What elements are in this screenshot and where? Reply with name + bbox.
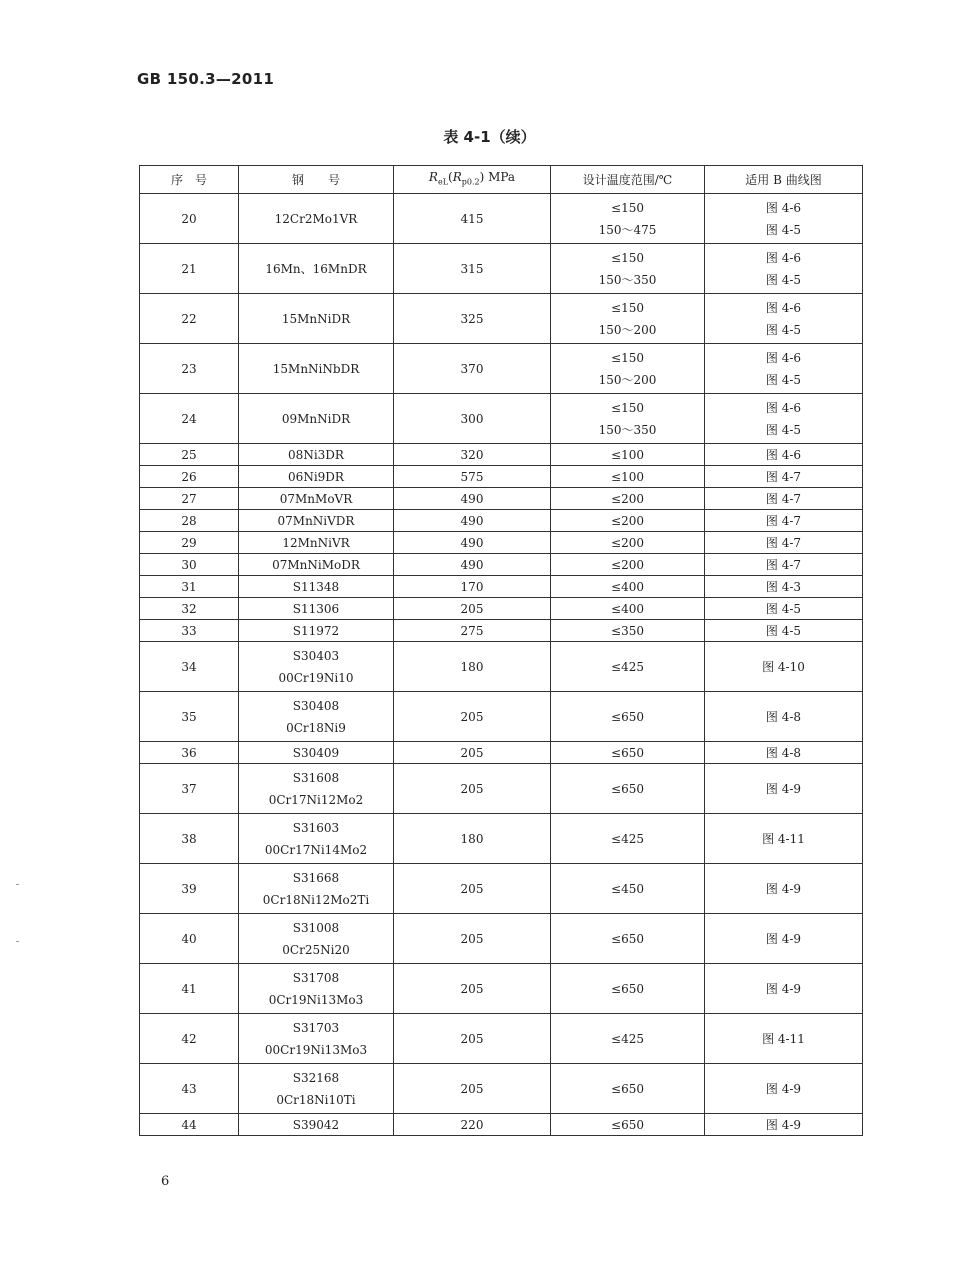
cell-strength: 205 [394,692,551,742]
cell-curve-line: 图 4-5 [765,601,802,616]
cell-curve-line: 图 4-5 [765,222,802,237]
cell-curve [705,764,863,814]
cell-curve-line: 图 4-11 [762,1031,805,1046]
cell-steel-line: S30403 [292,648,340,663]
cell-number: 41 [140,964,239,1014]
table-body [140,194,863,1136]
cell-number: 42 [140,1014,239,1064]
cell-temperature-line: ≤425 [611,1031,644,1046]
cell-temperature-line: ≤650 [611,1081,644,1096]
cell-temperature [551,814,705,864]
cell-curve-line: 图 4-6 [765,350,802,365]
cell-temperature [551,1014,705,1064]
cell-steel [239,692,394,742]
cell-steel [239,814,394,864]
cell-temperature [551,576,705,598]
cell-temperature [551,194,705,244]
cell-temperature [551,598,705,620]
cell-temperature-line: ≤650 [611,931,644,946]
cell-curve [705,194,863,244]
rp-symbol: R [452,170,462,184]
cell-strength: 325 [394,294,551,344]
cell-number: 38 [140,814,239,864]
cell-curve [705,914,863,964]
rel-symbol: R [428,170,438,184]
table-row [140,1114,863,1136]
cell-temperature-line: ≤425 [611,659,644,674]
cell-curve-line: 图 4-7 [765,491,802,506]
cell-curve [705,598,863,620]
cell-number: 31 [140,576,239,598]
cell-temperature [551,1114,705,1136]
table-row [140,1014,863,1064]
rel-unit: MPa [488,170,516,184]
table-row [140,444,863,466]
cell-steel-line: S31008 [292,920,340,935]
cell-curve-line: 图 4-7 [765,513,802,528]
cell-number: 33 [140,620,239,642]
cell-number: 43 [140,1064,239,1114]
cell-steel-line: 15MnNiDR [281,311,351,326]
cell-steel-line: 09MnNiDR [281,411,351,426]
cell-temperature [551,620,705,642]
cell-temperature-line: ≤200 [611,535,644,550]
cell-temperature-line: ≤200 [611,491,644,506]
cell-temperature-line: ≤650 [611,781,644,796]
cell-temperature-line: ≤400 [611,579,644,594]
cell-temperature [551,294,705,344]
cell-curve [705,1014,863,1064]
cell-steel [239,1014,394,1064]
cell-temperature-line: ≤450 [611,881,644,896]
cell-steel [239,444,394,466]
cell-curve [705,1064,863,1114]
cell-temperature [551,510,705,532]
table-title: 表 4-1（续） [443,128,536,146]
cell-curve [705,294,863,344]
cell-strength: 205 [394,914,551,964]
table-row [140,294,863,344]
cell-temperature-line: ≤200 [611,513,644,528]
cell-strength: 575 [394,466,551,488]
cell-temperature [551,344,705,394]
cell-curve-line: 图 4-9 [765,881,802,896]
cell-curve [705,244,863,294]
scan-mark [16,884,19,885]
cell-strength: 490 [394,488,551,510]
cell-steel-line: S32168 [292,1070,340,1085]
cell-number: 36 [140,742,239,764]
cell-temperature-line: ≤150 [611,300,644,315]
cell-number: 21 [140,244,239,294]
scan-mark [16,941,19,942]
cell-curve-line: 图 4-9 [765,781,802,796]
cell-steel [239,554,394,576]
cell-steel-line: S39042 [292,1117,340,1132]
cell-steel [239,914,394,964]
cell-temperature-line: 150～200 [598,322,657,337]
cell-steel [239,394,394,444]
table-row [140,864,863,914]
cell-number: 24 [140,394,239,444]
col-header-curve: 适用 B 曲线图 [705,166,863,194]
col-header-number: 序 号 [140,166,239,194]
cell-steel-line: 00Cr17Ni14Mo2 [264,842,368,857]
cell-steel [239,864,394,914]
cell-curve-line: 图 4-8 [765,709,802,724]
cell-temperature-line: ≤100 [611,447,644,462]
cell-number: 22 [140,294,239,344]
cell-strength: 205 [394,964,551,1014]
cell-steel-line: 06Ni9DR [288,469,344,484]
cell-curve-line: 图 4-5 [765,623,802,638]
cell-temperature [551,914,705,964]
rp-sub: p0.2 [461,177,480,187]
cell-temperature-line: ≤100 [611,469,644,484]
col-header-strength: $R_{eL}(R_{p0.2})$ MPa [394,166,551,194]
cell-steel [239,642,394,692]
cell-steel-line: 0Cr18Ni12Mo2Ti [262,892,370,907]
cell-steel-line: S31703 [292,1020,340,1035]
cell-strength: 205 [394,864,551,914]
cell-number: 30 [140,554,239,576]
cell-steel-line: S31603 [292,820,340,835]
cell-curve [705,964,863,1014]
table-row [140,394,863,444]
cell-curve-line: 图 4-5 [765,322,802,337]
cell-strength: 300 [394,394,551,444]
cell-steel-line: 0Cr25Ni20 [282,942,350,957]
cell-number: 34 [140,642,239,692]
cell-curve-line: 图 4-5 [765,422,802,437]
table-row [140,742,863,764]
table-row [140,576,863,598]
cell-curve-line: 图 4-9 [765,1117,802,1132]
cell-curve-line: 图 4-11 [762,831,805,846]
cell-steel-line: 0Cr18Ni10Ti [276,1092,356,1107]
cell-strength: 490 [394,554,551,576]
cell-curve-line: 图 4-6 [765,300,802,315]
cell-steel [239,1064,394,1114]
cell-temperature-line: ≤150 [611,200,644,215]
cell-strength: 275 [394,620,551,642]
cell-steel-line: 0Cr17Ni12Mo2 [268,792,364,807]
cell-strength: 370 [394,344,551,394]
cell-number: 20 [140,194,239,244]
cell-strength: 315 [394,244,551,294]
table-row [140,598,863,620]
standard-code: GB 150.3—2011 [137,70,275,88]
cell-temperature-line: ≤650 [611,745,644,760]
cell-temperature [551,864,705,914]
cell-steel [239,532,394,554]
col-header-steel: 钢 号 [239,166,394,194]
cell-curve-line: 图 4-5 [765,372,802,387]
cell-curve [705,692,863,742]
cell-curve [705,620,863,642]
cell-steel-line: S30409 [292,745,340,760]
cell-strength: 205 [394,1064,551,1114]
table-row [140,554,863,576]
cell-steel-line: S31668 [292,870,340,885]
cell-temperature [551,1064,705,1114]
cell-curve-line: 图 4-6 [765,200,802,215]
cell-steel-line: 07MnNiVDR [277,513,355,528]
cell-strength: 205 [394,1014,551,1064]
table-row [140,692,863,742]
cell-temperature [551,642,705,692]
cell-temperature-line: ≤200 [611,557,644,572]
cell-steel-line: S11306 [292,601,340,616]
cell-strength: 320 [394,444,551,466]
steel-properties-table [139,165,863,1136]
cell-steel [239,576,394,598]
cell-steel [239,764,394,814]
cell-number: 39 [140,864,239,914]
cell-strength: 180 [394,814,551,864]
cell-curve [705,466,863,488]
cell-strength: 180 [394,642,551,692]
table-row [140,194,863,244]
cell-temperature-line: ≤350 [611,623,644,638]
table-row [140,466,863,488]
cell-curve-line: 图 4-9 [765,981,802,996]
cell-curve [705,864,863,914]
table-row [140,964,863,1014]
cell-temperature-line: ≤150 [611,350,644,365]
cell-curve [705,576,863,598]
cell-steel-line: 12Cr2Mo1VR [274,211,358,226]
cell-steel [239,510,394,532]
cell-number: 32 [140,598,239,620]
table-row [140,532,863,554]
cell-steel [239,1114,394,1136]
cell-temperature-line: 150～350 [598,422,657,437]
cell-temperature-line: 150～350 [598,272,657,287]
cell-steel-line: S11972 [292,623,340,638]
cell-strength: 490 [394,532,551,554]
cell-temperature-line: ≤400 [611,601,644,616]
cell-strength: 170 [394,576,551,598]
cell-number: 23 [140,344,239,394]
cell-number: 27 [140,488,239,510]
cell-number: 26 [140,466,239,488]
cell-steel [239,344,394,394]
cell-steel [239,466,394,488]
table-row [140,244,863,294]
cell-curve [705,532,863,554]
cell-steel-line: S31608 [292,770,340,785]
cell-curve [705,394,863,444]
cell-strength: 205 [394,764,551,814]
cell-number: 44 [140,1114,239,1136]
cell-curve-line: 图 4-7 [765,469,802,484]
cell-temperature [551,444,705,466]
cell-steel [239,598,394,620]
cell-temperature [551,488,705,510]
cell-curve-line: 图 4-10 [762,659,805,674]
cell-temperature [551,244,705,294]
cell-temperature-line: 150～475 [598,222,657,237]
cell-steel [239,488,394,510]
cell-curve-line: 图 4-6 [765,250,802,265]
cell-strength: 220 [394,1114,551,1136]
cell-curve-line: 图 4-9 [765,1081,802,1096]
cell-steel-line: 07MnMoVR [279,491,353,506]
cell-temperature [551,764,705,814]
table-row [140,344,863,394]
cell-curve-line: 图 4-9 [765,931,802,946]
cell-curve [705,1114,863,1136]
cell-steel-line: 07MnNiMoDR [272,557,360,572]
cell-strength: 205 [394,742,551,764]
cell-strength: 205 [394,598,551,620]
page-number: 6 [161,1174,170,1189]
cell-curve-line: 图 4-6 [765,447,802,462]
cell-strength: 415 [394,194,551,244]
cell-steel-line: 00Cr19Ni13Mo3 [264,1042,368,1057]
cell-number: 28 [140,510,239,532]
cell-number: 40 [140,914,239,964]
cell-steel-line: 16Mn、16MnDR [265,261,367,276]
cell-steel-line: S11348 [292,579,340,594]
cell-steel [239,964,394,1014]
cell-steel [239,244,394,294]
cell-curve [705,444,863,466]
cell-strength: 490 [394,510,551,532]
cell-temperature [551,466,705,488]
cell-curve [705,488,863,510]
table-row [140,914,863,964]
cell-steel-line: 0Cr19Ni13Mo3 [268,992,364,1007]
cell-steel [239,294,394,344]
cell-curve-line: 图 4-7 [765,557,802,572]
table-header-row [140,166,863,194]
cell-temperature-line: ≤650 [611,1117,644,1132]
cell-number: 35 [140,692,239,742]
cell-curve-line: 图 4-3 [765,579,802,594]
cell-curve-line: 图 4-7 [765,535,802,550]
cell-steel-line: 15MnNiNbDR [272,361,360,376]
cell-temperature [551,554,705,576]
cell-curve-line: 图 4-6 [765,400,802,415]
table-row [140,620,863,642]
cell-steel-line: 00Cr19Ni10 [278,670,354,685]
cell-temperature [551,532,705,554]
cell-temperature-line: ≤650 [611,709,644,724]
cell-steel-line: 0Cr18Ni9 [286,720,346,735]
cell-curve [705,344,863,394]
cell-temperature-line: 150～200 [598,372,657,387]
cell-steel [239,620,394,642]
cell-number: 25 [140,444,239,466]
rel-sub: eL [437,177,449,187]
cell-curve-line: 图 4-8 [765,745,802,760]
cell-steel-line: S31708 [292,970,340,985]
cell-temperature-line: ≤150 [611,250,644,265]
cell-temperature [551,692,705,742]
cell-curve [705,742,863,764]
cell-curve-line: 图 4-5 [765,272,802,287]
table-row [140,642,863,692]
cell-number: 29 [140,532,239,554]
cell-temperature-line: ≤650 [611,981,644,996]
cell-curve [705,554,863,576]
cell-steel-line: S30408 [292,698,340,713]
cell-temperature-line: ≤425 [611,831,644,846]
cell-curve [705,642,863,692]
table-row [140,814,863,864]
col-header-temperature: 设计温度范围/℃ [551,166,705,194]
cell-steel-line: 08Ni3DR [288,447,344,462]
cell-curve [705,510,863,532]
table-row [140,510,863,532]
table-row [140,1064,863,1114]
cell-temperature-line: ≤150 [611,400,644,415]
table-row [140,488,863,510]
cell-temperature [551,964,705,1014]
cell-temperature [551,742,705,764]
cell-steel [239,194,394,244]
cell-curve [705,814,863,864]
cell-steel-line: 12MnNiVR [282,535,350,550]
table-row [140,764,863,814]
cell-temperature [551,394,705,444]
cell-steel [239,742,394,764]
cell-number: 37 [140,764,239,814]
